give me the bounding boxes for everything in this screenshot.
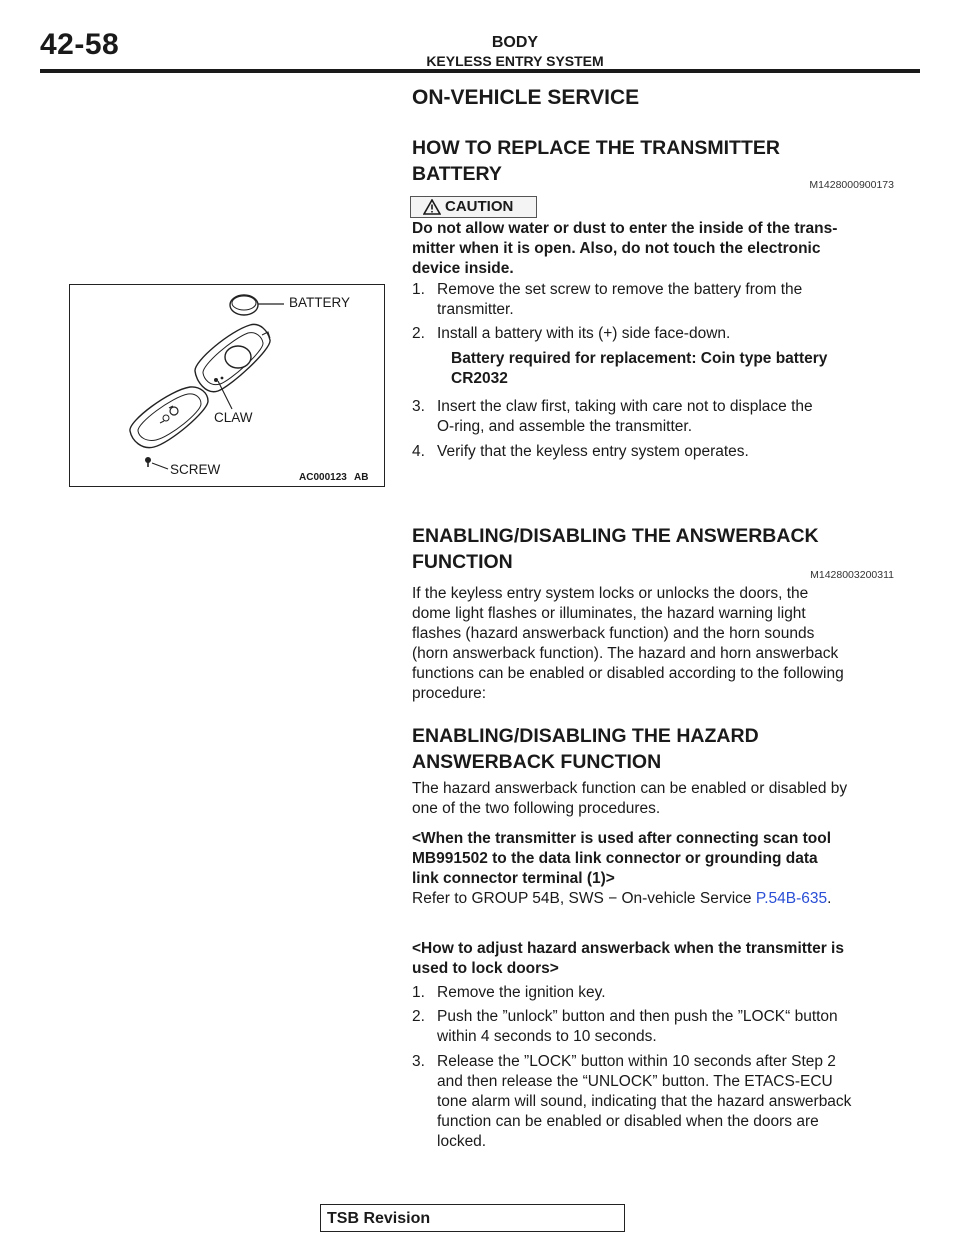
answerback-paragraph: If the keyless entry system locks or unlocks the doors, the dome light flashes or illuminates, the hazard warning light flashes (hazard answerback function) and the horn sounds (horn answerback function). The hazard and horn answerback functions can be enabled or disabled according to the following procedure: xyxy=(412,585,844,702)
battery-heading xyxy=(412,135,902,191)
answerback-heading-line2: FUNCTION xyxy=(412,551,513,573)
scan-tool-procedure-title: <When the transmitter is used after connecting scan tool MB991502 to the data link connector or grounding data link connector terminal (1)> Refer to GROUP 54B, SWS − On-vehicle Service P.54B-635. xyxy=(412,829,902,909)
battery-heading-line1: HOW TO REPLACE THE TRANSMITTER xyxy=(412,137,780,159)
figure-label-claw: CLAW xyxy=(214,410,253,425)
battery-note: Battery required for replacement: Coin type battery CR2032 xyxy=(451,350,828,387)
figure-code: AC000123 xyxy=(299,472,347,483)
caution-box xyxy=(410,196,537,218)
hazard-heading-line2: ANSWERBACK FUNCTION xyxy=(412,751,662,773)
caution-line: Do not allow water or dust to enter the inside of the trans- xyxy=(412,220,838,237)
battery-step-4: 4. Verify that the keyless entry system operates. xyxy=(412,443,749,460)
reference-link[interactable]: P.54B-635 xyxy=(755,890,828,907)
header-title: BODY xyxy=(491,34,539,51)
adjust-procedure-title: <How to adjust hazard answerback when the transmitter is used to lock doors> xyxy=(412,940,844,977)
answerback-heading-line1: ENABLING/DISABLING THE ANSWERBACK xyxy=(412,525,819,547)
page-number: 42-58 xyxy=(40,28,120,61)
caution-line: device inside. xyxy=(412,260,514,277)
hazard-step-2: 2. Push the ”unlock” button and then push the ”LOCK“ button within 4 seconds to 10 seconds. xyxy=(412,1008,838,1045)
hazard-step-1: 1. Remove the ignition key. xyxy=(412,984,606,1001)
caution-text xyxy=(412,219,902,279)
answerback-doc-code: M1428003200311 xyxy=(810,569,894,581)
caution-label: CAUTION xyxy=(445,198,514,215)
figure-code-suffix: AB xyxy=(354,472,369,483)
warning-triangle-icon xyxy=(423,199,441,215)
section-title-block xyxy=(412,86,902,110)
transmitter-figure xyxy=(69,284,385,487)
figure-label-screw: SCREW xyxy=(170,462,221,477)
refer-line: Refer to GROUP 54B, SWS − On-vehicle Service P.54B-635. xyxy=(412,890,832,907)
hazard-paragraph: The hazard answerback function can be enabled or disabled by one of the two following procedures. xyxy=(412,780,848,817)
hazard-heading xyxy=(412,723,902,775)
battery-step-3: 3. Insert the claw first, taking with care not to displace the O-ring, and assemble the transmitter. xyxy=(412,398,813,435)
battery-step-1: 1. Remove the set screw to remove the battery from the transmitter. xyxy=(412,281,803,318)
hazard-heading-line1: ENABLING/DISABLING THE HAZARD xyxy=(412,725,759,747)
battery-heading-line2: BATTERY xyxy=(412,163,502,185)
transmitter-exploded-illustration xyxy=(70,285,384,486)
battery-doc-code: M1428000900173 xyxy=(809,179,894,191)
header-rule xyxy=(40,69,920,73)
battery-step-2: 2. Install a battery with its (+) side face-down. xyxy=(412,325,731,342)
answerback-heading xyxy=(412,523,902,581)
hazard-step-3: 3. Release the ”LOCK” button within 10 seconds after Step 2 and then release the “UNLOCK” button. The ETACS-ECU tone alarm will sound, indicating that the hazard answerback function can be enabled or disabled when the doors are locked. xyxy=(412,1053,852,1150)
header-subtitle: KEYLESS ENTRY SYSTEM xyxy=(426,53,604,69)
tsb-revision-box: TSB Revision xyxy=(320,1204,625,1232)
caution-line: mitter when it is open. Also, do not touch the electronic xyxy=(412,240,821,257)
section-title: ON-VEHICLE SERVICE xyxy=(412,86,640,109)
figure-label-battery: BATTERY xyxy=(289,295,351,310)
